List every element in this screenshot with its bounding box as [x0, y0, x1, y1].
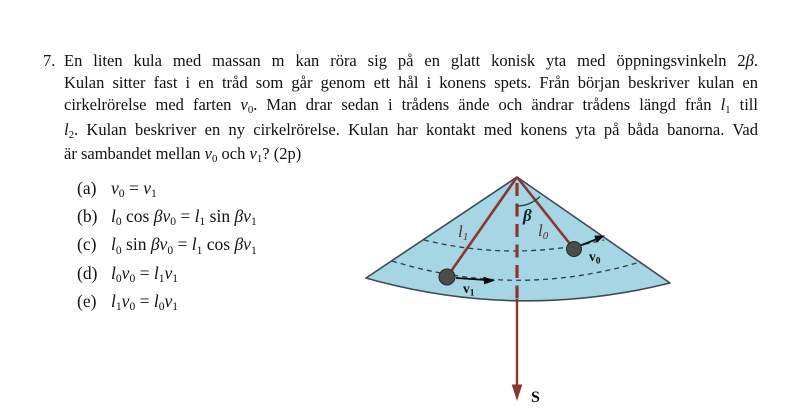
option-label: (e)	[77, 290, 97, 311]
label-l1: l1	[458, 222, 469, 243]
problem-line: En liten kula med massan m kan röra sig på en glatt konisk yta med öppningsvinkeln 2β.	[64, 51, 758, 70]
problem-line: Kulan sitter fast i en tråd som går genom ett hål i konens spets. Från början beskriver kulan en	[64, 73, 758, 93]
option-label: (c)	[77, 234, 97, 255]
label-v1: v1	[463, 281, 475, 299]
problem-line: cirkelrörelse med farten v0. Man drar sedan i trådens ände och ändrar trådens längd från l1 till	[64, 95, 758, 117]
string-arrowhead	[512, 385, 523, 402]
label-v0: v0	[589, 249, 601, 267]
problem-number: 7.	[43, 51, 56, 70]
option-formula: l1v0 = l0v1	[111, 290, 179, 313]
option-label: (b)	[77, 206, 98, 227]
option-formula: l0 cos βv0 = l1 sin βv1	[111, 206, 257, 229]
label-s: S	[531, 389, 540, 406]
option-label: (d)	[77, 262, 98, 283]
problem-line: är sambandet mellan v0 och v1? (2p)	[64, 143, 302, 165]
option-label: (a)	[77, 178, 97, 198]
ball-v1	[439, 269, 455, 285]
option-formula: v0 = v1	[111, 178, 157, 201]
option-formula: l0 sin βv0 = l1 cos βv1	[111, 234, 257, 257]
label-l0: l0	[538, 221, 549, 242]
ball-v0	[567, 242, 582, 257]
label-beta: β	[523, 206, 532, 225]
problem-line: l2. Kulan beskriver en ny cirkelrörelse. Kulan har kontakt med konens yta på båda banorna. Vad	[64, 119, 758, 141]
option-formula: l0v0 = l1v1	[111, 262, 179, 285]
